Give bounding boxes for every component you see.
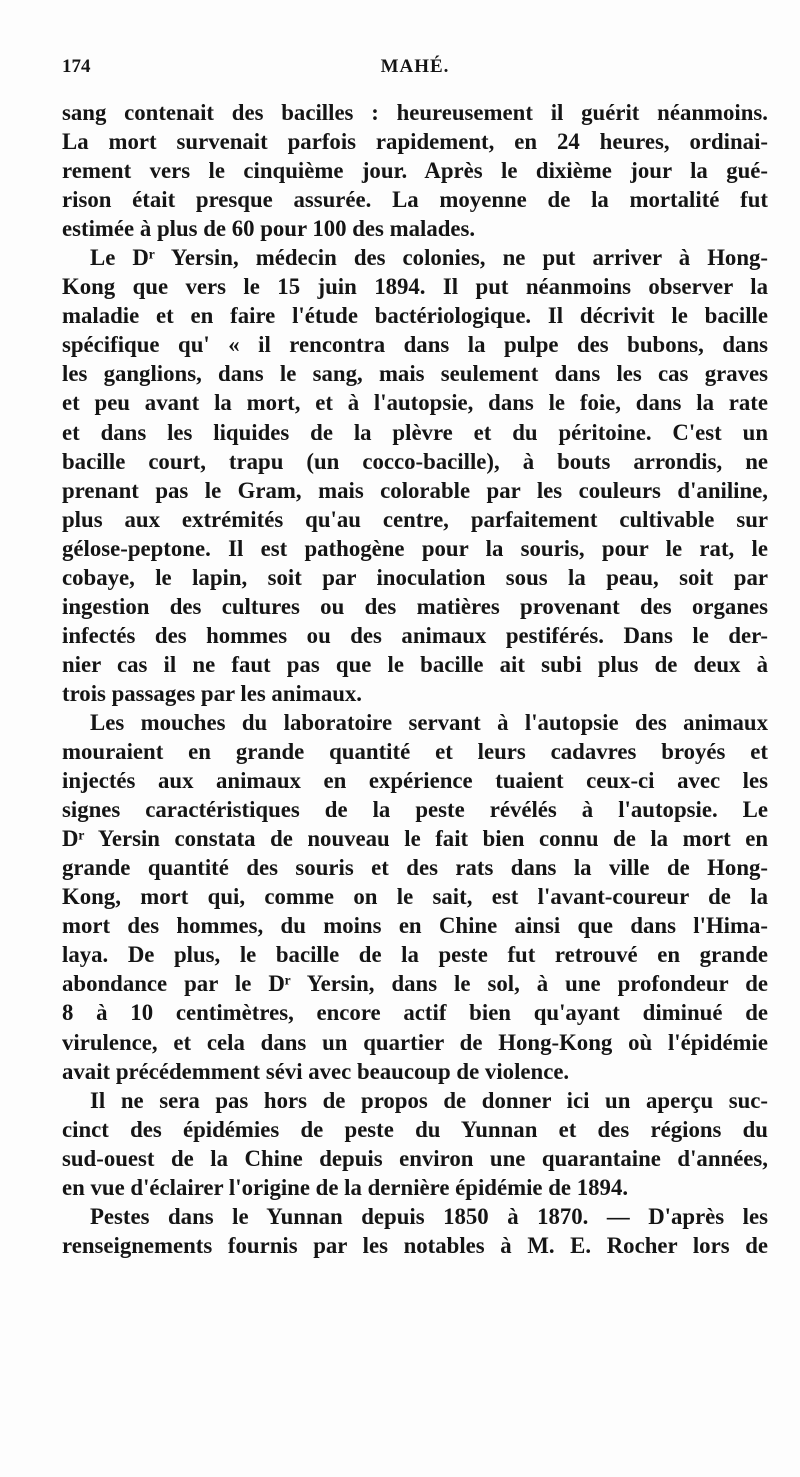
- text-line: mouraient en grande quantité et leurs cadavres broyés et: [62, 739, 768, 765]
- text-line: La mort survenait parfois rapidement, en 24 heures, ordinai-: [62, 129, 768, 155]
- text-line: grande quantité des souris et des rats dans la ville de Hong-: [62, 855, 768, 881]
- text-line: injectés aux animaux en expérience tuaient ceux-ci avec les: [62, 768, 768, 794]
- text-line: laya. De plus, le bacille de la peste fut retrouvé en grande: [62, 942, 768, 968]
- running-head: MAHÉ.: [380, 56, 450, 77]
- text-line: ingestion des cultures ou des matières provenant des organes: [62, 593, 768, 619]
- text-line: maladie et en faire l'étude bactériologique. Il décrivit le bacille: [62, 303, 768, 329]
- text-line: gélose-peptone. Il est pathogène pour la souris, pour le rat, le: [62, 535, 768, 561]
- text-line: abondance par le Dʳ Yersin, dans le sol, à une profondeur de: [62, 971, 768, 997]
- text-line: et peu avant la mort, et à l'autopsie, dans le foie, dans la rate: [62, 390, 768, 416]
- section-heading-line: Pestes dans le Yunnan depuis 1850 à 1870. — D'après les: [90, 1203, 768, 1229]
- text-line: bacille court, trapu (un cocco-bacille), à bouts arrondis, ne: [62, 448, 768, 474]
- text-line: prenant pas le Gram, mais colorable par les couleurs d'aniline,: [62, 477, 768, 503]
- text-line: en vue d'éclairer l'origine de la dernière épidémie de 1894.: [62, 1174, 629, 1200]
- text-line: Kong que vers le 15 juin 1894. Il put néanmoins observer la: [62, 274, 768, 300]
- text-line: cobaye, le lapin, soit par inoculation sous la peau, soit par: [62, 564, 768, 590]
- body-text: [62, 98, 768, 1260]
- text-line: Les mouches du laboratoire servant à l'autopsie des animaux: [90, 709, 768, 735]
- text-line: estimée à plus de 60 pour 100 des malades.: [62, 216, 476, 242]
- text-line: les ganglions, dans le sang, mais seulement dans les cas graves: [62, 361, 768, 387]
- text-line: infectés des hommes ou des animaux pestiférés. Dans le der-: [62, 622, 768, 648]
- text-line: avait précédemment sévi avec beaucoup de violence.: [62, 1058, 570, 1084]
- text-line: Kong, mort qui, comme on le sait, est l'avant-coureur de la: [62, 884, 768, 910]
- page-number: 174: [62, 56, 91, 77]
- text-line: mort des hommes, du moins en Chine ainsi que dans l'Hima-: [62, 913, 768, 939]
- text-line: Il ne sera pas hors de propos de donner ici un aperçu suc-: [90, 1087, 768, 1113]
- text-line: 8 à 10 centimètres, encore actif bien qu'ayant diminué de: [62, 1000, 768, 1026]
- text-line: renseignements fournis par les notables à M. E. Rocher lors de: [62, 1232, 768, 1258]
- text-line: Le Dʳ Yersin, médecin des colonies, ne put arriver à Hong-: [90, 245, 768, 271]
- text-line: sud-ouest de la Chine depuis environ une quarantaine d'années,: [62, 1145, 768, 1171]
- text-line: Dʳ Yersin constata de nouveau le fait bien connu de la mort en: [62, 826, 768, 852]
- text-line: rison était presque assurée. La moyenne de la mortalité fut: [62, 187, 768, 213]
- text-line: rement vers le cinquième jour. Après le dixième jour la gué-: [62, 158, 768, 184]
- text-line: plus aux extrémités qu'au centre, parfaitement cultivable sur: [62, 506, 768, 532]
- text-line: virulence, et cela dans un quartier de Hong-Kong où l'épidémie: [62, 1029, 768, 1055]
- text-line: signes caractéristiques de la peste révélés à l'autopsie. Le: [62, 797, 768, 823]
- text-line: trois passages par les animaux.: [62, 680, 362, 706]
- page-header: [62, 56, 768, 86]
- text-line: sang contenait des bacilles : heureusement il guérit néanmoins.: [62, 100, 768, 125]
- text-line: et dans les liquides de la plèvre et du péritoine. C'est un: [62, 419, 768, 445]
- text-line: cinct des épidémies de peste du Yunnan et des régions du: [62, 1116, 768, 1142]
- text-line: spécifique qu' « il rencontra dans la pulpe des bubons, dans: [62, 332, 768, 358]
- text-line: nier cas il ne faut pas que le bacille ait subi plus de deux à: [62, 651, 768, 677]
